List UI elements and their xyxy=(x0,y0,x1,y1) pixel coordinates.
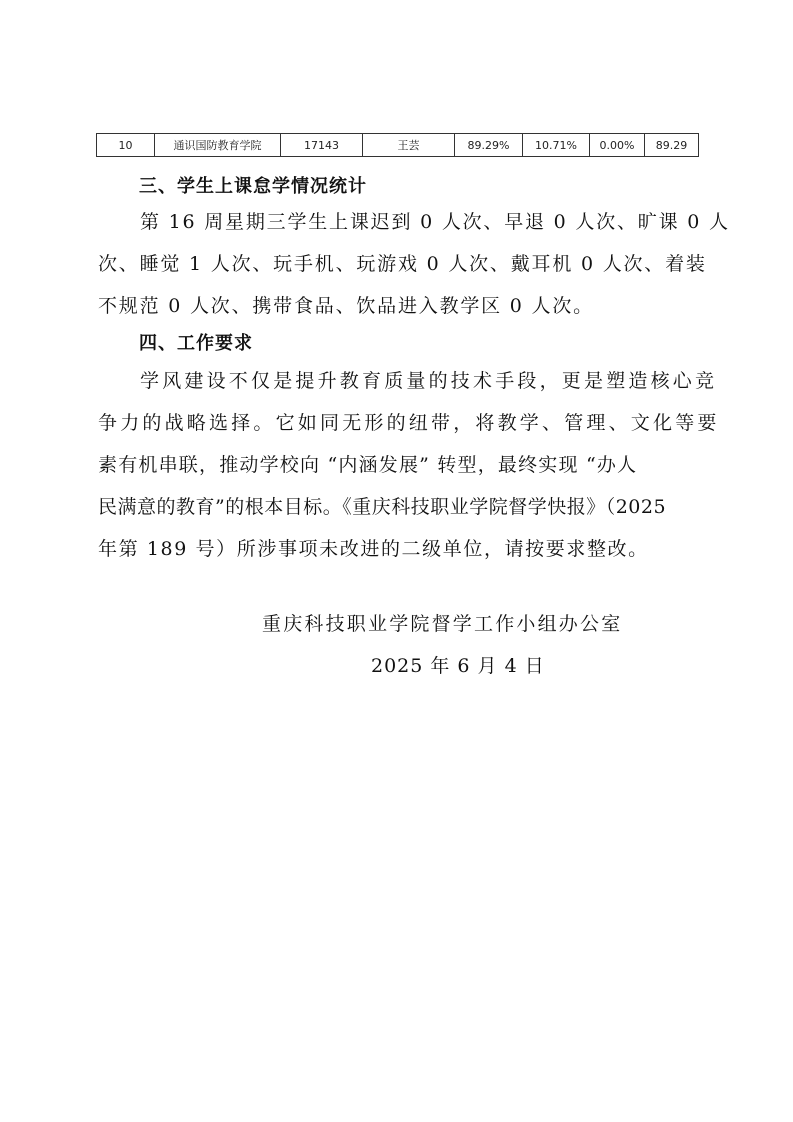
section3-line-2: 次、睡觉 1 人次、玩手机、玩游戏 0 人次、戴耳机 0 人次、着装 xyxy=(98,253,707,275)
cell-rate2: 10.71% xyxy=(523,134,590,157)
section4-line-5: 年第 189 号）所涉事项未改进的二级单位，请按要求整改。 xyxy=(98,538,649,560)
section4-heading: 四、工作要求 xyxy=(139,333,253,354)
section4-line-1: 学风建设不仅是提升教育质量的技术手段，更是塑造核心竞 xyxy=(140,370,718,392)
section3-line-3: 不规范 0 人次、携带食品、饮品进入教学区 0 人次。 xyxy=(98,295,594,317)
section3-line-1: 第 16 周星期三学生上课迟到 0 人次、早退 0 人次、旷课 0 人 xyxy=(140,211,730,233)
signature-org: 重庆科技职业学院督学工作小组办公室 xyxy=(262,613,623,635)
cell-rate1: 89.29% xyxy=(455,134,523,157)
stats-table xyxy=(96,133,699,157)
signature-date: 2025 年 6 月 4 日 xyxy=(371,655,545,677)
section4-line-3: 素有机串联，推动学校向 “内涵发展” 转型，最终实现 “办人 xyxy=(98,454,638,476)
section4-line-4: 民满意的教育”的根本目标。《重庆科技职业学院督学快报》（2025 xyxy=(98,496,667,518)
cell-rate3: 0.00% xyxy=(590,134,645,157)
cell-count: 17143 xyxy=(281,134,363,157)
cell-person: 王芸 xyxy=(363,134,455,157)
table-row xyxy=(97,134,699,157)
cell-score: 89.29 xyxy=(645,134,699,157)
section3-heading: 三、学生上课怠学情况统计 xyxy=(139,176,367,197)
cell-college: 通识国防教育学院 xyxy=(155,134,281,157)
cell-no: 10 xyxy=(97,134,155,157)
section4-line-2: 争力的战略选择。它如同无形的纽带，将教学、管理、文化等要 xyxy=(98,412,720,434)
